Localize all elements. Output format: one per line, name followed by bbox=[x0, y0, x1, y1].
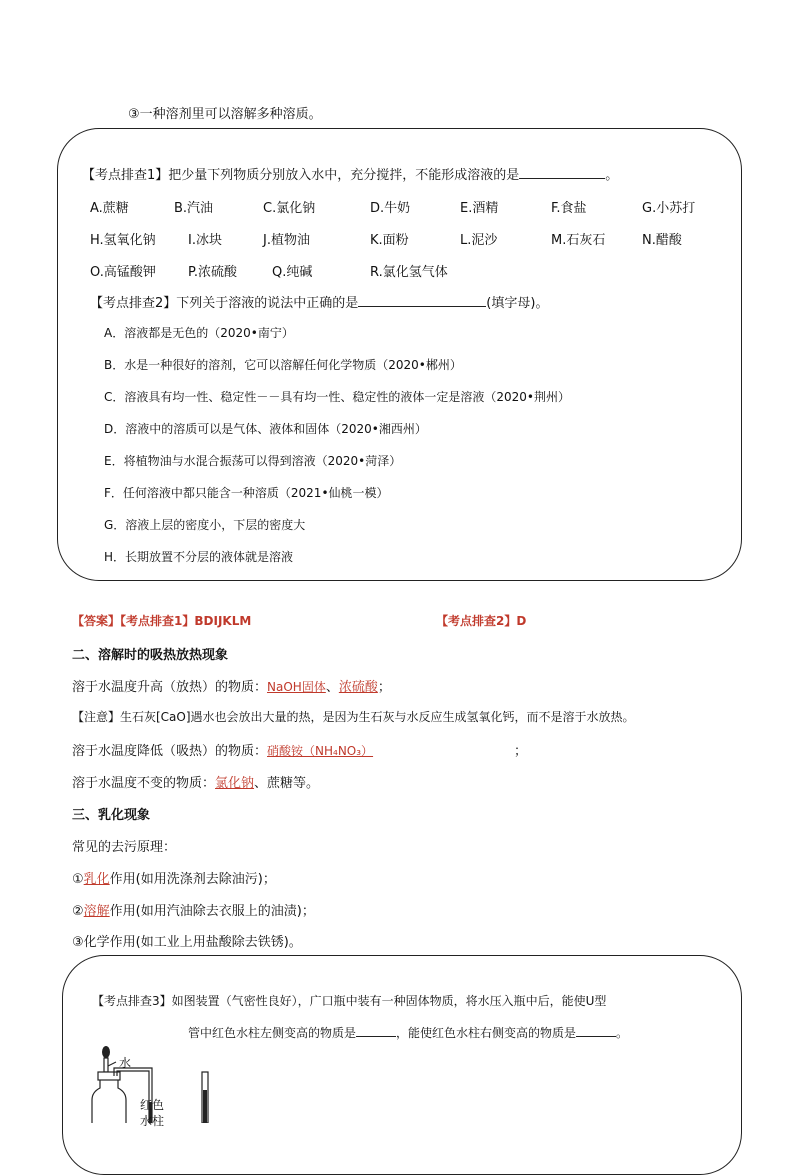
line1-end: ； bbox=[377, 680, 391, 695]
q3-stem-2 bbox=[188, 1024, 628, 1041]
question-box-1 bbox=[57, 128, 742, 581]
q1-option[interactable]: K.面粉 bbox=[370, 233, 409, 248]
q1-option[interactable]: E.酒精 bbox=[460, 201, 499, 216]
l2-answer: 溶解 bbox=[83, 904, 110, 919]
q1-option[interactable]: G.小苏打 bbox=[642, 201, 696, 216]
q1-option[interactable]: N.醋酸 bbox=[642, 233, 682, 248]
q2-item[interactable]: B．水是一种很好的溶剂，它可以溶解任何化学物质（2020•郴州） bbox=[104, 358, 462, 372]
answer-q2-label: 【考点排查2】 bbox=[436, 614, 517, 628]
q2-item[interactable]: G．溶液上层的密度小，下层的密度大 bbox=[104, 518, 306, 532]
l2-pre: ② bbox=[72, 904, 84, 919]
q2-item[interactable]: A．溶液都是无色的（2020•南宁） bbox=[104, 326, 294, 340]
q3-text1: 如图装置（气密性良好），广口瓶中装有一种固体物质，将水压入瓶中后，能使U型 bbox=[171, 994, 607, 1008]
q3-stem bbox=[92, 992, 606, 1009]
section2-line3 bbox=[72, 772, 319, 791]
q2-item[interactable]: F．任何溶液中都只能含一种溶质（2021•仙桃一模） bbox=[104, 486, 389, 500]
q1-option[interactable]: H.氢氧化钠 bbox=[90, 233, 156, 248]
line1-sep: 、 bbox=[325, 680, 339, 695]
q2-item[interactable]: E．将植物油与水混合振荡可以得到溶液（2020•菏泽） bbox=[104, 454, 402, 468]
q1-end: 。 bbox=[605, 168, 619, 183]
l2-rest: 作用(如用汽油除去衣服上的油渍)； bbox=[109, 904, 315, 919]
answer-q1-label: 【考点排查1】 bbox=[120, 614, 195, 628]
line3-answer: 氯化钠 bbox=[215, 776, 255, 791]
section2-note: 【注意】生石灰[CaO]遇水也会放出大量的热，是因为生石灰与水反应生成氢氧化钙，而不是溶于水放热。 bbox=[72, 710, 635, 724]
q1-option[interactable]: I.冰块 bbox=[188, 233, 222, 248]
q2-item[interactable]: H．长期放置不分层的液体就是溶液 bbox=[104, 550, 294, 564]
q1-option[interactable]: R.氯化氢气体 bbox=[370, 265, 448, 280]
q3-text2b: ，能使红色水柱右侧变高的物质是 bbox=[396, 1026, 577, 1040]
answer-q1 bbox=[72, 612, 251, 629]
line1-prefix: 溶于水温度升高（放热）的物质： bbox=[72, 680, 268, 695]
q2-suffix: (填字母)。 bbox=[486, 296, 549, 311]
answer-label: 【答案】 bbox=[72, 614, 121, 628]
l1-answer: 乳化 bbox=[83, 872, 110, 887]
section3-line2 bbox=[72, 900, 315, 919]
section2-heading: 二、溶解时的吸热放热现象 bbox=[72, 648, 229, 663]
answer-q2-value: D bbox=[516, 614, 527, 628]
q1-option[interactable]: F.食盐 bbox=[551, 201, 587, 216]
q1-option[interactable]: D.牛奶 bbox=[370, 201, 411, 216]
q2-text: 下列关于溶液的说法中正确的是 bbox=[176, 296, 359, 311]
section3-intro: 常见的去污原理： bbox=[72, 840, 177, 855]
section2-line1 bbox=[72, 676, 391, 695]
intro-line: ③一种溶剂里可以溶解多种溶质。 bbox=[128, 107, 322, 122]
line2-answer: 硝酸铵（NH₄NO₃） bbox=[267, 744, 374, 758]
q1-option[interactable]: P.浓硫酸 bbox=[188, 265, 237, 280]
q2-item[interactable]: D．溶液中的溶质可以是气体、液体和固体（2020•湘西州） bbox=[104, 422, 427, 436]
q1-option[interactable]: O.高锰酸钾 bbox=[90, 265, 156, 280]
l1-rest: 作用(如用洗涤剂去除油污)； bbox=[109, 872, 276, 887]
fig-label-column: 水柱 bbox=[140, 1114, 165, 1128]
fig-label-red: 红色 bbox=[140, 1098, 165, 1112]
line2-prefix: 溶于水温度降低（吸热）的物质： bbox=[72, 744, 268, 759]
q1-blank[interactable] bbox=[519, 166, 605, 179]
q1-option[interactable]: Q.纯碱 bbox=[272, 265, 313, 280]
bottle-icon bbox=[92, 1080, 100, 1123]
q3-text2a: 管中红色水柱左侧变高的物质是 bbox=[188, 1026, 357, 1040]
q2-item[interactable]: C．溶液具有均一性、稳定性－－具有均一性、稳定性的液体一定是溶液（2020•荆州） bbox=[104, 390, 570, 404]
q1-option[interactable]: M.石灰石 bbox=[551, 233, 606, 248]
section3-line1 bbox=[72, 868, 276, 887]
section3-line3: ③化学作用(如工业上用盐酸除去铁锈)。 bbox=[72, 935, 302, 950]
q2-stem bbox=[90, 292, 548, 311]
section3-heading: 三、乳化现象 bbox=[72, 808, 151, 823]
line1-answer-a: NaOH固体 bbox=[267, 680, 326, 694]
q1-option[interactable]: C.氯化钠 bbox=[263, 201, 316, 216]
q1-stem bbox=[82, 164, 618, 183]
q3-blank-right[interactable] bbox=[576, 1024, 616, 1037]
q3-text2c: 。 bbox=[616, 1026, 629, 1040]
q1-option[interactable]: L.泥沙 bbox=[460, 233, 498, 248]
dropper-bulb-icon bbox=[102, 1046, 110, 1058]
answer-q1-value: BDIJKLM bbox=[194, 614, 252, 628]
l1-pre: ① bbox=[72, 872, 84, 887]
q1-option[interactable]: A.蔗糖 bbox=[90, 201, 129, 216]
q3-blank-left[interactable] bbox=[356, 1024, 396, 1037]
q1-label: 【考点排查1】 bbox=[82, 168, 169, 183]
line1-answer-b: 浓硫酸 bbox=[338, 680, 378, 695]
q1-option[interactable]: B.汽油 bbox=[174, 201, 214, 216]
q3-label: 【考点排查3】 bbox=[92, 994, 172, 1008]
answer-q2 bbox=[436, 612, 526, 629]
q2-blank[interactable] bbox=[358, 294, 486, 307]
line3-prefix: 溶于水温度不变的物质： bbox=[72, 776, 216, 791]
dropper-tube-icon bbox=[104, 1058, 108, 1072]
section2-line2 bbox=[72, 740, 373, 759]
q1-text: 把少量下列物质分别放入水中，充分搅拌，不能形成溶液的是 bbox=[168, 168, 520, 183]
line2-end: ； bbox=[514, 744, 528, 759]
fig-label-water: 水 bbox=[119, 1056, 132, 1070]
q1-option[interactable]: J.植物油 bbox=[263, 233, 310, 248]
line3-rest: 、蔗糖等。 bbox=[254, 776, 320, 791]
red-water-column-icon bbox=[203, 1090, 207, 1123]
q2-label: 【考点排查2】 bbox=[90, 296, 177, 311]
